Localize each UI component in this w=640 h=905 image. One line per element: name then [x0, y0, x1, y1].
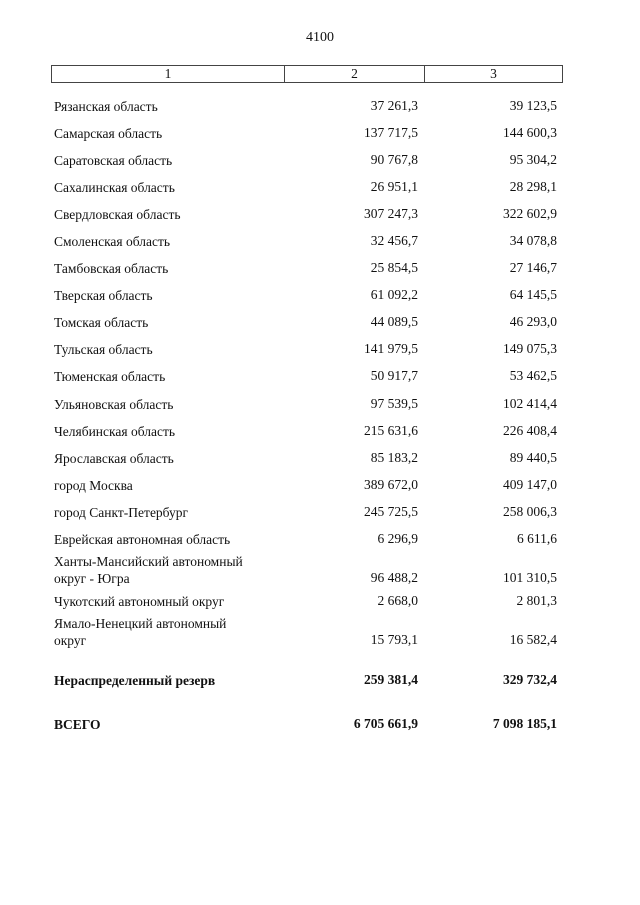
reserve-label: Нераспределенный резерв: [54, 673, 216, 688]
value-col-3: 95 304,2: [509, 152, 557, 167]
value-col-3: 28 298,1: [509, 179, 557, 194]
value-col-2: 307 247,3: [364, 206, 418, 221]
value-col-2: 32 456,7: [370, 233, 418, 248]
table-header: [51, 65, 563, 83]
value-col-2: 85 183,2: [370, 450, 418, 465]
region-name: Чукотский автономный округ: [54, 594, 225, 609]
value-col-2: 44 089,5: [370, 314, 418, 329]
region-name: Челябинская область: [54, 424, 176, 439]
region-name: Свердловская область: [54, 207, 181, 222]
value-col-3: 27 146,7: [509, 260, 557, 275]
value-col-3: 2 801,3: [516, 593, 557, 608]
value-col-2: 6 296,9: [377, 531, 418, 546]
total-col-3: 7 098 185,1: [492, 716, 557, 731]
header-col-3: 3: [490, 66, 497, 81]
value-col-3: 89 440,5: [509, 450, 557, 465]
region-name: Тверская область: [54, 288, 153, 303]
value-col-2: 37 261,3: [370, 98, 418, 113]
value-col-3: 322 602,9: [503, 206, 557, 221]
value-col-3: 34 078,8: [509, 233, 557, 248]
value-col-3: 149 075,3: [503, 341, 557, 356]
region-name: Ярославская область: [54, 451, 174, 466]
value-col-2: 141 979,5: [364, 341, 418, 356]
page-number: 4100: [306, 30, 334, 45]
total-label: ВСЕГО: [54, 717, 101, 732]
region-name: Тульская область: [54, 342, 153, 357]
value-col-2: 215 631,6: [364, 423, 418, 438]
value-col-3: 101 310,5: [503, 570, 557, 585]
value-col-3: 102 414,4: [503, 396, 557, 411]
value-col-3: 226 408,4: [503, 423, 557, 438]
region-name: город Москва: [54, 478, 133, 493]
region-name: Сахалинская область: [54, 180, 175, 195]
value-col-3: 6 611,6: [517, 531, 557, 546]
region-name: Еврейская автономная область: [54, 532, 231, 547]
region-name: Ямало-Ненецкий автономный округ: [54, 616, 227, 648]
value-col-2: 61 092,2: [370, 287, 418, 302]
value-col-3: 53 462,5: [509, 368, 557, 383]
header-col-1: 1: [52, 66, 285, 82]
region-name: Томская область: [54, 315, 149, 330]
total-col-2: 6 705 661,9: [353, 716, 418, 731]
header-col-2: 2: [285, 66, 425, 82]
region-name: Самарская область: [54, 126, 163, 141]
value-col-2: 137 717,5: [364, 125, 418, 140]
value-col-3: 16 582,4: [509, 632, 557, 647]
region-name: Тюменская область: [54, 369, 166, 384]
value-col-3: 39 123,5: [509, 98, 557, 113]
region-name: Смоленская область: [54, 234, 171, 249]
value-col-2: 245 725,5: [364, 504, 418, 519]
value-col-2: 25 854,5: [370, 260, 418, 275]
value-col-2: 90 767,8: [370, 152, 418, 167]
value-col-3: 409 147,0: [503, 477, 557, 492]
value-col-2: 97 539,5: [370, 396, 418, 411]
value-col-2: 26 951,1: [370, 179, 418, 194]
value-col-2: 2 668,0: [377, 593, 418, 608]
value-col-2: 15 793,1: [370, 632, 418, 647]
value-col-3: 64 145,5: [509, 287, 557, 302]
region-name: Ханты-Мансийский автономный округ - Югра: [54, 554, 243, 586]
region-name: Рязанская область: [54, 99, 158, 114]
region-name: Ульяновская область: [54, 397, 174, 412]
reserve-col-3: 329 732,4: [503, 672, 557, 687]
region-name: Тамбовская область: [54, 261, 169, 276]
value-col-3: 258 006,3: [503, 504, 557, 519]
reserve-col-2: 259 381,4: [364, 672, 418, 687]
region-name: Саратовская область: [54, 153, 173, 168]
region-name: город Санкт-Петербург: [54, 505, 189, 520]
value-col-3: 46 293,0: [509, 314, 557, 329]
value-col-2: 50 917,7: [370, 368, 418, 383]
value-col-3: 144 600,3: [503, 125, 557, 140]
value-col-2: 96 488,2: [370, 570, 418, 585]
value-col-2: 389 672,0: [364, 477, 418, 492]
